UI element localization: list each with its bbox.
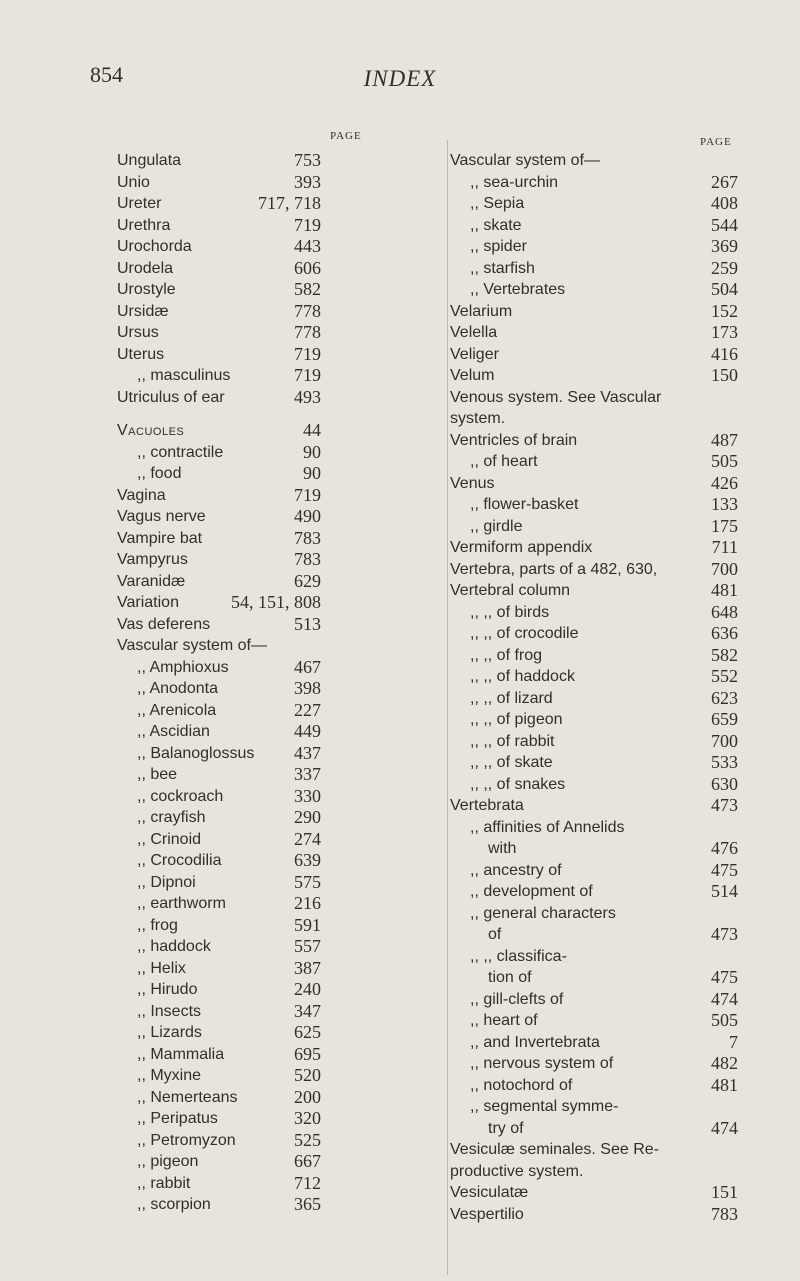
index-page-ref: 630	[711, 773, 738, 794]
index-page-ref: 490	[294, 506, 321, 526]
index-page-ref: 520	[294, 1065, 321, 1085]
index-entry	[450, 451, 780, 473]
index-entry	[117, 528, 447, 550]
index-entry	[450, 559, 780, 581]
index-page-ref: 667	[294, 1151, 321, 1171]
index-term: ,, Helix	[137, 959, 186, 977]
index-term: Urodela	[117, 259, 174, 277]
index-term: Vascular system of—	[117, 637, 267, 654]
index-entry	[450, 408, 780, 430]
index-entry	[450, 301, 780, 323]
index-entry	[117, 279, 447, 301]
index-page-ref: 54, 151, 808	[231, 592, 321, 612]
index-term: ,, Peripatus	[137, 1110, 218, 1127]
index-entry	[450, 1118, 780, 1140]
index-entry	[117, 743, 447, 765]
index-page-ref: 337	[294, 764, 321, 784]
index-term: ,, and Invertebrata	[470, 1033, 600, 1051]
index-entry	[117, 721, 447, 743]
index-term: ,, earthworm	[137, 895, 226, 912]
index-page-ref: 625	[294, 1022, 321, 1042]
index-term: ,, Sepia	[470, 195, 525, 212]
index-entry	[450, 881, 780, 903]
index-page-ref: 474	[711, 988, 738, 1009]
index-term: ,, ancestry of	[470, 861, 562, 879]
index-page-ref: 695	[294, 1043, 321, 1064]
index-term: ,, crayfish	[137, 809, 206, 826]
index-page-ref: 629	[294, 570, 321, 591]
index-entry	[117, 1108, 447, 1130]
index-page-ref: 133	[711, 494, 738, 514]
index-term: ,, Myxine	[137, 1067, 202, 1084]
index-page-ref: 717, 718	[258, 193, 321, 213]
index-term: with	[488, 840, 517, 857]
index-entry	[450, 924, 780, 946]
index-term: Venous system. See Vascular	[450, 388, 662, 406]
index-term: Urethra	[117, 216, 171, 234]
index-page-ref: 227	[294, 699, 321, 720]
index-entry	[117, 1044, 447, 1066]
index-term: Velarium	[450, 302, 513, 320]
index-term: Utriculus of ear	[117, 388, 225, 406]
index-page-ref: 90	[303, 441, 321, 462]
index-term: Vespertilio	[450, 1205, 524, 1223]
index-term: ,, of heart	[470, 453, 538, 470]
index-page-ref: 7	[729, 1031, 738, 1052]
index-entry	[450, 709, 780, 731]
index-page-ref: 290	[294, 807, 321, 827]
index-entry	[450, 1032, 780, 1054]
index-entry	[450, 967, 780, 989]
index-page-ref: 575	[294, 871, 321, 892]
index-entry	[450, 946, 780, 968]
index-term: ,, ,, of snakes	[470, 775, 566, 793]
index-term: ,, nervous system of	[470, 1055, 614, 1072]
index-entry	[117, 172, 447, 194]
index-page-ref: 267	[711, 171, 738, 192]
index-entry	[117, 872, 447, 894]
index-entry	[117, 700, 447, 722]
index-term: ,, frog	[137, 916, 178, 934]
index-page-ref: 416	[711, 343, 738, 364]
index-entry	[117, 979, 447, 1001]
index-entry	[450, 1139, 780, 1161]
index-entry	[117, 893, 447, 915]
index-entry	[450, 1010, 780, 1032]
index-entry	[450, 774, 780, 796]
index-entry	[117, 592, 447, 614]
index-entry	[117, 1194, 447, 1216]
index-term: Vesiculæ seminales. See Re-	[450, 1141, 659, 1158]
index-term: ,, affinities of Annelids	[470, 818, 625, 836]
index-term: tion of	[488, 969, 532, 986]
index-term: ,, Amphioxus	[137, 658, 229, 676]
index-page-ref: 152	[711, 300, 738, 321]
index-entry	[117, 193, 447, 215]
index-page-ref: 475	[711, 859, 738, 880]
index-entry	[450, 1161, 780, 1183]
index-entry	[450, 860, 780, 882]
index-page-ref: 330	[294, 785, 321, 806]
index-page-ref: 533	[711, 752, 738, 772]
index-term: ,, Crinoid	[137, 830, 202, 848]
index-term: ,, spider	[470, 238, 527, 255]
index-entry	[117, 1130, 447, 1152]
index-term: ,, rabbit	[137, 1174, 191, 1192]
index-entry	[450, 1053, 780, 1075]
page-number: 854	[90, 62, 123, 87]
index-page-ref: 783	[294, 549, 321, 569]
index-term: Vertebral column	[450, 582, 571, 599]
index-page-ref: 443	[294, 236, 321, 256]
index-term: Variation	[117, 594, 179, 611]
index-entry	[450, 537, 780, 559]
index-term: ,, Vertebrates	[470, 281, 566, 298]
index-term: ,, Insects	[137, 1002, 202, 1020]
index-term: Vagina	[117, 486, 166, 504]
index-term: Urochorda	[117, 238, 192, 255]
index-entry	[117, 936, 447, 958]
index-entry	[450, 903, 780, 925]
index-page-ref: 700	[711, 730, 738, 751]
index-page-ref: 347	[294, 1000, 321, 1021]
index-term: ,, ,, of birds	[470, 603, 550, 621]
index-entry	[450, 322, 780, 344]
index-entry	[450, 430, 780, 452]
index-entry	[117, 301, 447, 323]
running-head: INDEX	[363, 66, 437, 91]
index-entry	[450, 150, 780, 172]
index-entry	[117, 322, 447, 344]
index-entry	[450, 1182, 780, 1204]
index-entry	[117, 1022, 447, 1044]
index-page-ref: 398	[294, 678, 321, 698]
index-term: ,, flower-basket	[470, 496, 579, 513]
index-term: Ursus	[117, 324, 159, 341]
index-entry	[450, 494, 780, 516]
index-page-ref: 365	[294, 1194, 321, 1214]
index-term: Veliger	[450, 345, 499, 363]
index-entry	[450, 602, 780, 624]
index-entry	[450, 1096, 780, 1118]
index-page-ref: 482	[711, 1053, 738, 1073]
index-term: Vertebrata	[450, 797, 524, 814]
index-entry	[117, 571, 447, 593]
index-entry	[117, 549, 447, 571]
index-term: Ventricles of brain	[450, 431, 578, 449]
index-term: ,, Lizards	[137, 1024, 202, 1041]
index-entry	[450, 1204, 780, 1226]
index-page-ref: 274	[294, 828, 321, 849]
index-page-ref: 712	[294, 1172, 321, 1193]
index-term: ,, masculinus	[137, 367, 231, 384]
index-page-ref: 473	[711, 795, 738, 815]
index-term: Venus	[450, 474, 495, 492]
index-term: ,, Dipnoi	[137, 873, 196, 891]
index-entry	[117, 678, 447, 700]
index-page-ref: 369	[711, 236, 738, 256]
index-page-ref: 525	[294, 1129, 321, 1150]
index-entry	[117, 764, 447, 786]
index-entry	[117, 215, 447, 237]
index-entry	[450, 645, 780, 667]
index-term: Ungulata	[117, 152, 182, 169]
index-page-ref: 467	[294, 656, 321, 677]
index-entry	[117, 150, 447, 172]
page-column-label: PAGE	[700, 136, 732, 148]
index-page-ref: 150	[711, 365, 738, 385]
index-term: ,, Hirudo	[137, 981, 198, 998]
index-entry	[450, 1075, 780, 1097]
index-page-ref: 426	[711, 472, 738, 493]
index-term: ,, ,, of haddock	[470, 668, 575, 685]
index-page-ref: 473	[711, 924, 738, 944]
index-term: ,, ,, of lizard	[470, 689, 553, 707]
index-term: Vas deferens	[117, 615, 211, 633]
index-page-ref: 623	[711, 687, 738, 708]
index-page-ref: 475	[711, 967, 738, 987]
index-entry	[450, 172, 780, 194]
index-term: Urostyle	[117, 281, 176, 298]
index-page-ref: 783	[294, 527, 321, 548]
index-page-ref: 700	[711, 558, 738, 579]
index-page-ref: 753	[294, 150, 321, 170]
index-term: Vesiculatæ	[450, 1184, 529, 1201]
index-term: ,, Mammalia	[137, 1045, 225, 1063]
index-entry	[117, 807, 447, 829]
index-term: ,, pigeon	[137, 1153, 199, 1170]
index-page-ref: 719	[294, 343, 321, 364]
index-entry	[117, 614, 447, 636]
index-term: ,, ,, of skate	[470, 754, 553, 771]
index-entry	[117, 463, 447, 485]
index-page-ref: 504	[711, 279, 738, 299]
index-entry	[450, 580, 780, 602]
index-page-ref: 544	[711, 214, 738, 235]
index-page-ref: 778	[294, 322, 321, 342]
index-page-ref: 659	[711, 709, 738, 729]
index-entry	[117, 387, 447, 409]
index-page-ref: 476	[711, 838, 738, 858]
index-page-ref: 636	[711, 623, 738, 643]
index-entry	[117, 958, 447, 980]
index-entry	[450, 516, 780, 538]
index-entry	[450, 752, 780, 774]
index-page-ref: 151	[711, 1182, 738, 1202]
index-term: Ursidæ	[117, 302, 169, 320]
index-term: Unio	[117, 173, 150, 191]
index-term: ,, gill-clefts of	[470, 990, 564, 1008]
index-entry	[450, 236, 780, 258]
index-term: ,, cockroach	[137, 787, 224, 805]
index-term: Ureter	[117, 195, 162, 212]
index-term: ,, Nemerteans	[137, 1088, 238, 1106]
index-page-ref: 259	[711, 257, 738, 278]
index-term: ,, starfish	[470, 259, 535, 277]
index-entry	[117, 635, 447, 657]
index-entry	[117, 420, 447, 442]
index-page-ref: 582	[711, 644, 738, 665]
index-entry	[117, 1065, 447, 1087]
index-entry	[117, 344, 447, 366]
index-term: ,, Balanoglossus	[137, 744, 255, 762]
index-page-ref: 437	[294, 742, 321, 763]
index-entry	[117, 1087, 447, 1109]
index-term: system.	[450, 410, 506, 427]
index-page-ref: 582	[294, 279, 321, 299]
index-term: Uterus	[117, 345, 165, 363]
index-term: Velum	[450, 367, 495, 384]
index-page-ref: 639	[294, 850, 321, 870]
index-term: Vascular system of—	[450, 152, 600, 169]
index-page-ref: 719	[294, 484, 321, 505]
index-page-ref: 44	[303, 420, 321, 440]
index-term: ,, Arenicola	[137, 701, 217, 719]
index-term: try of	[488, 1119, 524, 1137]
index-entry	[450, 989, 780, 1011]
index-entry	[117, 915, 447, 937]
index-page-ref: 711	[711, 537, 738, 557]
index-page-ref: 408	[711, 193, 738, 213]
index-entry	[450, 795, 780, 817]
index-term: ,, general characters	[470, 904, 616, 922]
index-term: ,, ,, of pigeon	[470, 711, 563, 728]
index-entry	[450, 666, 780, 688]
index-page-ref: 513	[294, 613, 321, 634]
index-term: Vagus nerve	[117, 508, 206, 525]
index-entry	[117, 850, 447, 872]
index-entry	[117, 258, 447, 280]
index-term: ,, Petromyzon	[137, 1131, 236, 1149]
index-page-ref: 648	[711, 601, 738, 622]
index-term: ,, Crocodilia	[137, 852, 222, 869]
page-column-label: PAGE	[330, 130, 362, 142]
index-term: ,, notochord of	[470, 1076, 573, 1094]
index-page-ref: 449	[294, 721, 321, 741]
index-page-ref: 173	[711, 322, 738, 342]
index-page-ref: 200	[294, 1086, 321, 1107]
index-page-ref: 606	[294, 257, 321, 278]
index-entry-list	[117, 150, 447, 1216]
index-page-ref: 474	[711, 1117, 738, 1138]
index-entry	[450, 279, 780, 301]
index-term: ,, development of	[470, 883, 593, 900]
index-term: Velella	[450, 324, 498, 341]
index-page-ref: 552	[711, 666, 738, 686]
index-term: ,, ,, of frog	[470, 646, 543, 664]
index-entry	[117, 506, 447, 528]
index-term: ,, segmental symme-	[470, 1098, 619, 1115]
index-term: ,, Anodonta	[137, 680, 218, 697]
index-page-ref: 240	[294, 979, 321, 999]
index-term: ,, sea-urchin	[470, 173, 559, 191]
index-entry	[117, 786, 447, 808]
index-entry	[450, 838, 780, 860]
index-term: Varanidæ	[117, 572, 186, 590]
index-entry	[450, 193, 780, 215]
index-term: Vertebra, parts of a 482, 630,	[450, 560, 658, 578]
index-page-ref: 216	[294, 893, 321, 913]
index-page-ref: 481	[711, 580, 738, 600]
index-entry	[117, 442, 447, 464]
index-page-ref: 493	[294, 386, 321, 407]
index-page-ref: 719	[294, 365, 321, 385]
index-page-ref: 505	[711, 1010, 738, 1030]
index-entry	[117, 1151, 447, 1173]
column-divider	[447, 140, 448, 1275]
index-term: ,, skate	[470, 216, 522, 234]
index-entry	[450, 344, 780, 366]
index-entry-list	[450, 150, 780, 1225]
index-page-ref: 783	[711, 1203, 738, 1224]
index-term: of	[488, 926, 502, 943]
index-term: ,, scorpion	[137, 1196, 211, 1213]
index-term: Vampyrus	[117, 551, 188, 568]
index-term: productive system.	[450, 1162, 584, 1180]
index-entry	[450, 473, 780, 495]
index-page-ref: 487	[711, 429, 738, 450]
index-page-ref: 557	[294, 936, 321, 956]
index-entry	[117, 829, 447, 851]
index-page-ref: 591	[294, 914, 321, 935]
index-term: Vampire bat	[117, 529, 203, 547]
index-page-ref: 505	[711, 451, 738, 471]
index-term: ,, ,, of rabbit	[470, 732, 555, 750]
index-entry	[117, 1001, 447, 1023]
index-page-ref: 320	[294, 1108, 321, 1128]
index-term: ,, girdle	[470, 517, 523, 535]
index-term: ,, contractile	[137, 443, 224, 461]
index-entry	[117, 1173, 447, 1195]
index-entry	[450, 817, 780, 839]
index-entry	[117, 236, 447, 258]
index-term: ,, ,, classifica-	[470, 947, 567, 965]
index-entry	[450, 215, 780, 237]
index-page-ref: 719	[294, 214, 321, 235]
index-entry	[117, 485, 447, 507]
index-page-ref: 90	[303, 463, 321, 483]
index-page-ref: 387	[294, 957, 321, 978]
index-page-ref: 393	[294, 171, 321, 192]
index-entry	[450, 731, 780, 753]
index-entry	[117, 657, 447, 679]
index-term: Vermiform appendix	[450, 539, 593, 556]
index-entry	[450, 258, 780, 280]
index-entry	[450, 365, 780, 387]
index-term: ,, food	[137, 465, 182, 482]
index-term: Vacuoles	[117, 422, 185, 439]
index-term: ,, heart of	[470, 1012, 538, 1029]
index-page-ref: 175	[711, 515, 738, 536]
index-term: ,, Ascidian	[137, 723, 210, 740]
index-page-ref: 514	[711, 881, 738, 901]
index-page-ref: 481	[711, 1074, 738, 1095]
index-term: ,, haddock	[137, 938, 211, 955]
index-term: ,, ,, of crocodile	[470, 625, 579, 642]
section-gap	[117, 408, 447, 420]
index-entry	[450, 387, 780, 409]
index-entry	[450, 623, 780, 645]
index-entry	[117, 365, 447, 387]
index-entry	[450, 688, 780, 710]
index-page-ref: 778	[294, 300, 321, 321]
index-term: ,, bee	[137, 766, 178, 783]
